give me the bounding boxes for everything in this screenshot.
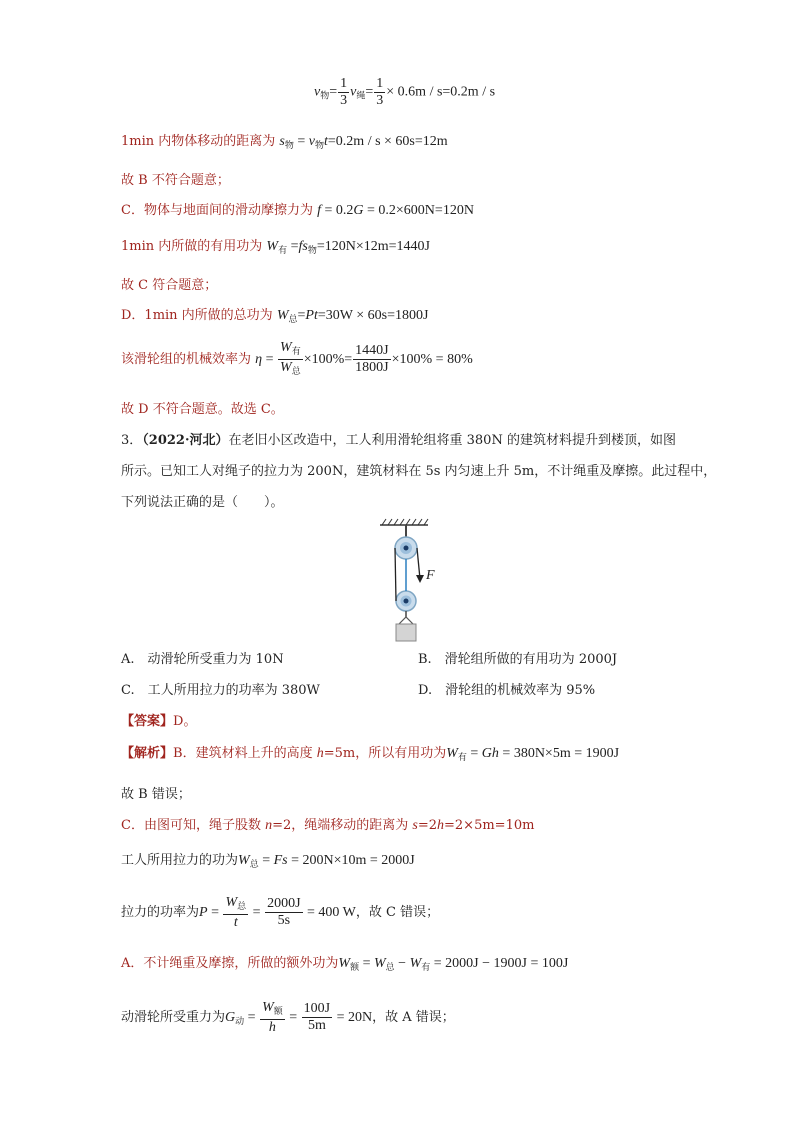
text: C．物体与地面间的滑动摩擦力为: [121, 203, 313, 218]
sub: 额: [273, 1005, 283, 1016]
var: s: [302, 239, 308, 254]
text: =5m，所以有用功为: [323, 746, 447, 761]
question-source: （2022·河北）: [142, 433, 229, 448]
var: s: [279, 134, 285, 149]
var-eta: η: [255, 352, 263, 367]
fraction: [374, 76, 385, 109]
fraction: [223, 895, 248, 931]
sub: 物: [315, 140, 325, 150]
line-total-work: [121, 307, 428, 328]
tail: = 400 W: [303, 905, 356, 920]
text: 1min 内所做的有用功为: [121, 239, 263, 254]
den: 1800J: [355, 360, 389, 376]
text: B．建筑材料上升的高度: [173, 746, 317, 761]
eq: =: [249, 905, 265, 920]
sub: 物: [320, 90, 330, 101]
pulley-diagram: [376, 517, 446, 643]
var: G: [353, 203, 364, 218]
tail: = 200N×10m = 2000J: [287, 853, 415, 868]
answer-tag: 【答案】: [121, 714, 174, 729]
sub: 总: [291, 366, 301, 377]
movable-pulley-axle: [404, 599, 409, 604]
sub: 有: [278, 245, 288, 255]
var: s: [412, 818, 418, 833]
var: W: [262, 999, 274, 1015]
sub: 物: [284, 140, 294, 150]
minus: −: [394, 956, 410, 971]
text: D．1min 内所做的总功为: [121, 308, 273, 323]
text: =2: [417, 818, 438, 833]
var: f: [298, 239, 303, 254]
var: W: [409, 956, 422, 971]
var: W: [225, 894, 238, 910]
var: P: [199, 905, 208, 920]
mid: ×100%=: [303, 352, 353, 367]
analysis-tag: 【解析】: [121, 746, 174, 761]
eq: =: [359, 956, 374, 971]
answer-value: D。: [173, 714, 197, 729]
line-c-conclusion: 故 C 符合题意；: [121, 278, 218, 293]
var: W: [373, 956, 386, 971]
question-3-line2: 所示。已知工人对绳子的拉力为 200N，建筑材料在 5s 内匀速上升 5m，不计绳重及摩擦。此过程中，: [121, 464, 717, 479]
text: =2，绳端移动的距离为: [272, 818, 413, 833]
line-d-conclusion: 故 D 不符合题意。故选 C。: [121, 402, 284, 417]
var: W: [276, 308, 289, 323]
var: f: [317, 203, 321, 218]
ceiling-hatch: [382, 519, 428, 525]
analysis-b-conclusion: 故 B 错误；: [121, 787, 191, 802]
question-number: 3．: [121, 433, 143, 448]
fraction: [338, 76, 349, 109]
eq: =: [258, 853, 274, 868]
var-v: v: [350, 84, 357, 100]
var: G: [225, 1010, 236, 1025]
var: G: [481, 746, 492, 761]
force-label: F: [426, 568, 435, 583]
rope-left: [395, 548, 396, 601]
sub: 有: [457, 752, 467, 762]
var: W: [280, 340, 292, 356]
sub: 绳: [356, 90, 366, 101]
fraction: [302, 1001, 332, 1034]
tail: = 20N: [333, 1010, 373, 1025]
den: t: [233, 914, 238, 930]
option-a: A. 动滑轮所受重力为 10N: [121, 652, 284, 667]
sub: 总: [249, 859, 259, 869]
load-block: [396, 624, 416, 641]
sub: 总: [385, 962, 395, 972]
tail: =30W × 60s=1800J: [317, 308, 429, 323]
text: C．由图可知，绳子股数: [121, 818, 266, 833]
var: h: [437, 818, 445, 833]
tail: ×100% = 80%: [391, 352, 473, 367]
eq: =: [244, 1010, 260, 1025]
eq: =: [329, 84, 338, 100]
sub: 总: [288, 314, 298, 324]
text: 动滑轮所受重力为: [121, 1010, 226, 1025]
tail: = 2000J − 1900J = 100J: [430, 956, 569, 971]
answer-line: [121, 713, 196, 731]
num: 1440J: [355, 343, 389, 359]
num: 2000J: [267, 896, 301, 912]
analysis-pulley-weight-line: [121, 998, 455, 1041]
text: 拉力的功率为: [121, 905, 200, 920]
var-v: v: [314, 84, 321, 100]
line-b-conclusion: 故 B 不符合题意；: [121, 173, 230, 188]
den: 3: [340, 93, 348, 108]
tail: × 0.6m / s=0.2m / s: [386, 84, 496, 100]
den: 3: [376, 93, 384, 108]
den: h: [268, 1019, 276, 1035]
text: ，故 C 错误；: [355, 905, 440, 920]
sub: 有: [421, 962, 431, 972]
mid: =: [287, 239, 299, 254]
tail: = 380N×5m = 1900J: [498, 746, 620, 761]
num: 1: [340, 76, 348, 91]
sub: 有: [291, 346, 301, 357]
var: W: [280, 360, 292, 376]
den: 5m: [307, 1018, 326, 1034]
eq: =: [365, 84, 374, 100]
tail: =120N×12m=1440J: [316, 239, 430, 254]
var: n: [265, 818, 273, 833]
option-b: B. 滑轮组所做的有用功为 2000J: [418, 652, 618, 667]
sub: 动: [235, 1016, 245, 1026]
analysis-work-line: [121, 852, 415, 873]
line-friction: [121, 202, 474, 220]
analysis-power-line: [121, 893, 439, 933]
line-useful-work: [121, 238, 430, 259]
eq: =: [207, 905, 223, 920]
var: P: [305, 308, 314, 323]
var: h: [491, 746, 499, 761]
tail: = 0.2×600N=120N: [363, 203, 474, 218]
num: 1: [376, 76, 384, 91]
text: ，故 A 错误；: [372, 1010, 455, 1025]
mid: =: [297, 308, 306, 323]
option-c: C. 工人所用拉力的功率为 380W: [121, 683, 320, 698]
eq: =: [285, 1010, 301, 1025]
text: A．不计绳重及摩擦，所做的额外功为: [121, 956, 339, 971]
eq: =: [466, 746, 482, 761]
num: 100J: [303, 1001, 331, 1017]
var: F: [273, 853, 283, 868]
option-d: D. 滑轮组的机械效率为 95%: [418, 683, 596, 698]
fraction: [278, 340, 303, 379]
text: 工人所用拉力的功为: [121, 853, 239, 868]
var: W: [266, 239, 279, 254]
text: 1min 内物体移动的距离为: [121, 134, 276, 149]
question-3-line1: [121, 432, 676, 450]
var: W: [338, 956, 351, 971]
line-efficiency: [121, 340, 473, 380]
mid: = 0.2: [320, 203, 354, 218]
eq: =: [262, 352, 278, 367]
eq: =: [293, 134, 309, 149]
force-arrow-icon: [416, 575, 424, 583]
var: W: [446, 746, 458, 761]
text: 该滑轮组的机械效率为: [121, 352, 252, 367]
tail: =0.2m / s × 60s=12m: [327, 134, 448, 149]
fraction: [353, 343, 390, 376]
analysis-c-line: [121, 817, 534, 835]
question-3-line3: 下列说法正确的是（ ）。: [121, 495, 284, 510]
analysis-extra-work-line: [121, 955, 568, 976]
var: t: [324, 134, 328, 149]
formula-v-object: [314, 76, 495, 109]
var: h: [316, 746, 324, 761]
var: s: [282, 853, 288, 868]
fraction: [260, 1000, 285, 1036]
var: t: [313, 308, 318, 323]
fixed-pulley-axle: [404, 546, 409, 551]
rope-pull: [417, 548, 420, 579]
analysis-b-line: [121, 745, 619, 766]
den: 5s: [277, 913, 291, 929]
question-text: 在老旧小区改造中，工人利用滑轮组将重 380N 的建筑材料提升到楼顶，如图: [228, 433, 676, 448]
var: v: [308, 134, 315, 149]
var: W: [238, 853, 250, 868]
text: =2×5m=10m: [444, 818, 535, 833]
sub: 额: [350, 962, 360, 972]
sub: 总: [237, 900, 247, 911]
line-distance: [121, 133, 448, 154]
sub: 物: [307, 245, 317, 255]
fraction: [265, 896, 302, 929]
